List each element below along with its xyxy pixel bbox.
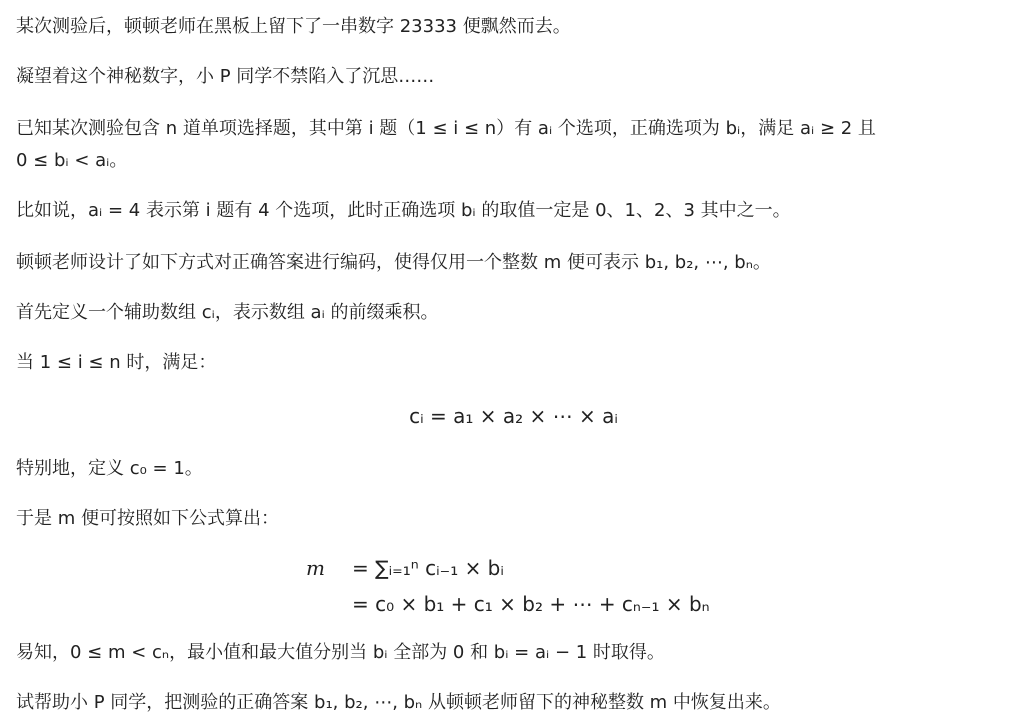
paragraph-condition: 当 1 ≤ i ≤ n 时，满足： [16,352,217,373]
formula-m-lhs: m [306,556,325,580]
formula-m-line2: = c₀ × b₁ + c₁ × b₂ + ⋯ + cₙ₋₁ × bₙ [352,592,710,616]
paragraph-definition-line2: 0 ≤ bᵢ < aᵢ。 [16,150,128,171]
paragraph-range: 易知，0 ≤ m < cₙ，最小值和最大值分别当 bᵢ 全部为 0 和 bᵢ = aᵢ − 1 时取得。 [16,642,665,663]
paragraph-example: 比如说，aᵢ = 4 表示第 i 题有 4 个选项，此时正确选项 bᵢ 的取值一定是 0、1、2、3 其中之一。 [16,200,791,221]
paragraph-encoding: 顿顿老师设计了如下方式对正确答案进行编码，使得仅用一个整数 m 便可表示 b₁, b₂, ⋯, bₙ。 [16,252,771,273]
paragraph-compute-m: 于是 m 便可按照如下公式算出： [16,508,279,529]
paragraph-ponder: 凝望着这个神秘数字，小 P 同学不禁陷入了沉思…… [16,66,435,87]
paragraph-task: 试帮助小 P 同学，把测验的正确答案 b₁, b₂, ⋯, bₙ 从顿顿老师留下的神秘整数 m 中恢复出来。 [16,692,781,713]
paragraph-definition-line1: 已知某次测验包含 n 道单项选择题，其中第 i 题（1 ≤ i ≤ n）有 aᵢ 个选项，正确选项为 bᵢ，满足 aᵢ ≥ 2 且 [16,118,876,139]
formula-prefix-product: cᵢ = a₁ × a₂ × ⋯ × aᵢ [409,404,618,428]
paragraph-aux-array: 首先定义一个辅助数组 cᵢ，表示数组 aᵢ 的前缀乘积。 [16,302,439,323]
paragraph-c0: 特别地，定义 c₀ = 1。 [16,458,203,479]
paragraph-intro: 某次测验后，顿顿老师在黑板上留下了一串数字 23333 便飘然而去。 [16,16,571,37]
formula-m-line1: = ∑ᵢ₌₁ⁿ cᵢ₋₁ × bᵢ [352,556,504,580]
